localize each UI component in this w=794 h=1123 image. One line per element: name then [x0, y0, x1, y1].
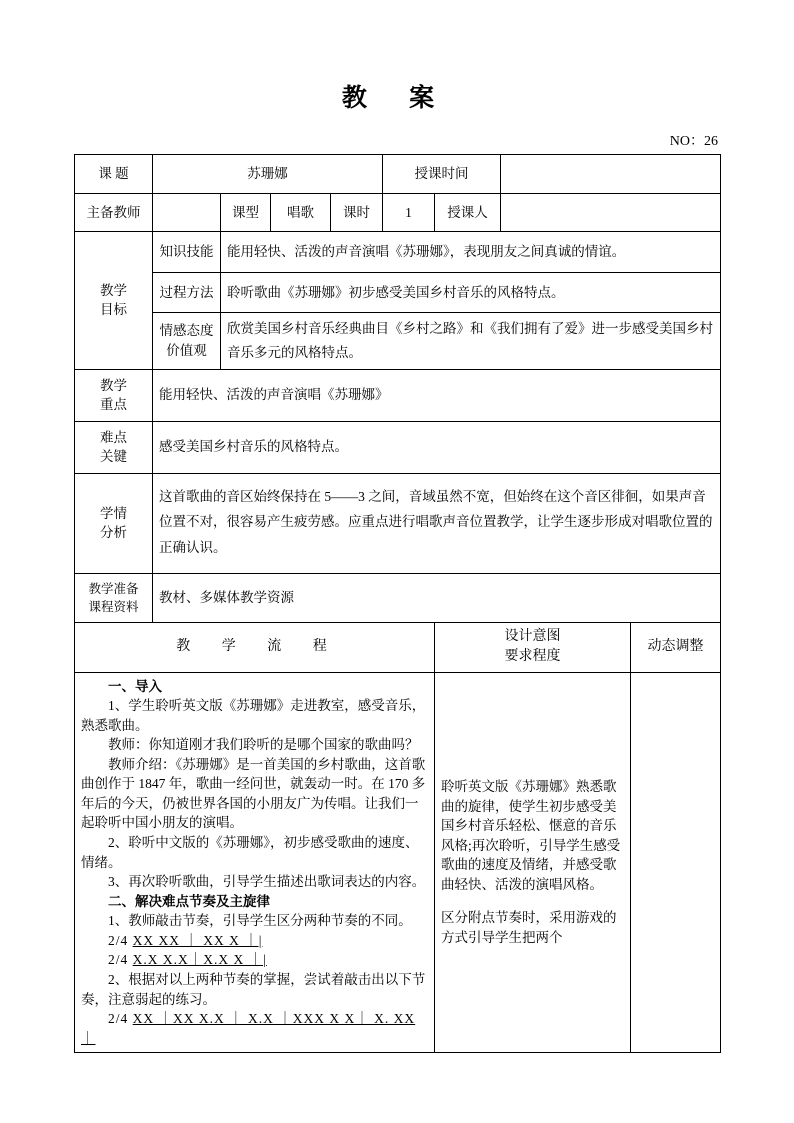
lecturer-label: 授课人 — [435, 193, 501, 232]
intent-block: 区分附点节奏时，采用游戏的方式引导学生把两个 — [441, 910, 617, 946]
table-row — [75, 313, 721, 369]
main-teacher-value — [153, 193, 221, 232]
table-row — [75, 155, 721, 194]
topic-value: 苏珊娜 — [153, 155, 383, 194]
rhythm-meter: 2/4 — [108, 932, 129, 948]
analysis-label-line1: 学情 — [100, 505, 127, 521]
teach-time-value — [501, 155, 721, 194]
rhythm-pattern: X.X X.X｜X.X X ｜| — [132, 952, 267, 968]
goals-label — [75, 232, 153, 369]
flow-paragraph: 二、解决难点节奏及主旋律 — [108, 893, 270, 909]
flow-body-intent — [435, 672, 631, 1053]
flow-paragraph: 1、教师敲击节奏，引导学生区分两种节奏的不同。 — [108, 913, 412, 929]
analysis-label-line2: 分析 — [100, 525, 127, 541]
flow-body-adjust — [631, 672, 721, 1053]
flow-header-process: 教 学 流 程 — [75, 622, 435, 672]
rhythm-meter: 2/4 — [108, 952, 129, 968]
analysis-text: 这首歌曲的音区始终保持在 5——3 之间，音域虽然不宽，但始终在这个音区徘徊，如果声音位置不对，很容易产生疲劳感。应重点进行唱歌声音位置教学，让学生逐步形成对唱歌位置的正确认识。 — [153, 473, 721, 573]
goal-attitude-label — [153, 313, 221, 369]
analysis-label — [75, 473, 153, 573]
flow-paragraph: 一、导入 — [108, 678, 162, 694]
rhythm-pattern: XX ｜XX X.X ｜ X.X ｜XXX X X｜ X. XX｜ — [81, 1011, 416, 1046]
period-label: 课时 — [331, 193, 383, 232]
table-row — [75, 473, 721, 573]
flow-header-row — [75, 622, 721, 672]
table-row — [75, 573, 721, 622]
table-row — [75, 232, 721, 273]
teach-time-label: 授课时间 — [383, 155, 501, 194]
lecturer-value — [501, 193, 721, 232]
intent-block: 聆听英文版《苏珊娜》熟悉歌曲的旋律，使学生初步感受美国乡村音乐轻松、惬意的音乐风格;再次聆听，引导学生感受歌曲的速度及情绪，并感受歌曲轻快、活泼的演唱风格。 — [441, 779, 621, 892]
flow-paragraph: 2、根据对以上两种节奏的掌握，尝试着敲击出以下节奏，注意弱起的练习。 — [81, 971, 426, 1007]
flow-header-intent — [435, 622, 631, 672]
goal-knowledge-label: 知识技能 — [153, 232, 221, 273]
preparation-label-line2: 课程资料 — [88, 599, 139, 614]
key-point-label — [75, 369, 153, 421]
flow-body-row — [75, 672, 721, 1053]
difficulty-label-line1: 难点 — [100, 429, 127, 445]
flow-paragraph: 教师介绍：《苏珊娜》是一首美国的乡村歌曲，这首歌曲创作于 1847 年，歌曲一经问世，就轰动一时。在 170 多年后的今天，仍被世界各国的小朋友广为传唱。让我们一起聆听中国小朋友的演唱。 — [81, 756, 426, 831]
lesson-plan-table — [74, 154, 721, 1053]
rhythm-line — [81, 1009, 428, 1048]
rhythm-meter: 2/4 — [108, 1011, 129, 1027]
preparation-text: 教材、多媒体教学资源 — [153, 573, 721, 622]
table-row — [75, 193, 721, 232]
key-point-text: 能用轻快、活泼的声音演唱《苏珊娜》 — [153, 369, 721, 421]
main-teacher-label: 主备教师 — [75, 193, 153, 232]
difficulty-label-line2: 关键 — [100, 449, 127, 465]
flow-paragraph: 教师：你知道刚才我们聆听的是哪个国家的歌曲吗？ — [108, 737, 419, 753]
flow-header-intent-line2: 要求程度 — [504, 649, 561, 665]
page-title: 教 案 — [341, 85, 453, 112]
key-point-label-line2: 重点 — [100, 397, 127, 413]
flow-paragraph: 3、再次聆听歌曲，引导学生描述出歌词表达的内容。 — [108, 874, 426, 890]
preparation-label — [75, 573, 153, 622]
rhythm-line — [81, 950, 428, 970]
table-row — [75, 369, 721, 421]
class-type-value: 唱歌 — [271, 193, 331, 232]
difficulty-label — [75, 421, 153, 473]
flow-header-intent-line1: 设计意图 — [504, 628, 561, 644]
goal-process-label: 过程方法 — [153, 272, 221, 313]
flow-header-adjust: 动态调整 — [631, 622, 721, 672]
flow-paragraph: 2、聆听中文版的《苏珊娜》，初步感受歌曲的速度、情绪。 — [81, 835, 419, 870]
spacer — [441, 894, 624, 908]
flow-paragraph: 1、学生聆听英文版《苏珊娜》走进教室，感受音乐，熟悉歌曲。 — [81, 698, 426, 733]
rhythm-line — [81, 931, 428, 951]
goals-label-line2: 目标 — [100, 302, 127, 318]
table-row — [75, 272, 721, 313]
class-type-label: 课型 — [221, 193, 271, 232]
goal-attitude-label-line2: 价值观 — [166, 342, 207, 358]
goals-label-line1: 教学 — [100, 282, 127, 298]
rhythm-pattern: XX XX ｜ XX X ｜| — [132, 932, 263, 948]
period-value: 1 — [383, 193, 435, 232]
goal-knowledge-text: 能用轻快、活泼的声音演唱《苏珊娜》，表现朋友之间真诚的情谊。 — [221, 232, 721, 273]
preparation-label-line1: 教学准备 — [88, 581, 139, 596]
topic-label: 课 题 — [75, 155, 153, 194]
goal-attitude-label-line1: 情感态度 — [159, 323, 214, 339]
flow-body-process — [75, 672, 435, 1053]
key-point-label-line1: 教学 — [100, 377, 127, 393]
document-number: NO：26 — [669, 134, 718, 149]
goal-attitude-text: 欣赏美国乡村音乐经典曲目《乡村之路》和《我们拥有了爱》进一步感受美国乡村音乐多元的风格特点。 — [221, 313, 721, 369]
difficulty-text: 感受美国乡村音乐的风格特点。 — [153, 421, 721, 473]
goal-process-text: 聆听歌曲《苏珊娜》初步感受美国乡村音乐的风格特点。 — [221, 272, 721, 313]
table-row — [75, 421, 721, 473]
